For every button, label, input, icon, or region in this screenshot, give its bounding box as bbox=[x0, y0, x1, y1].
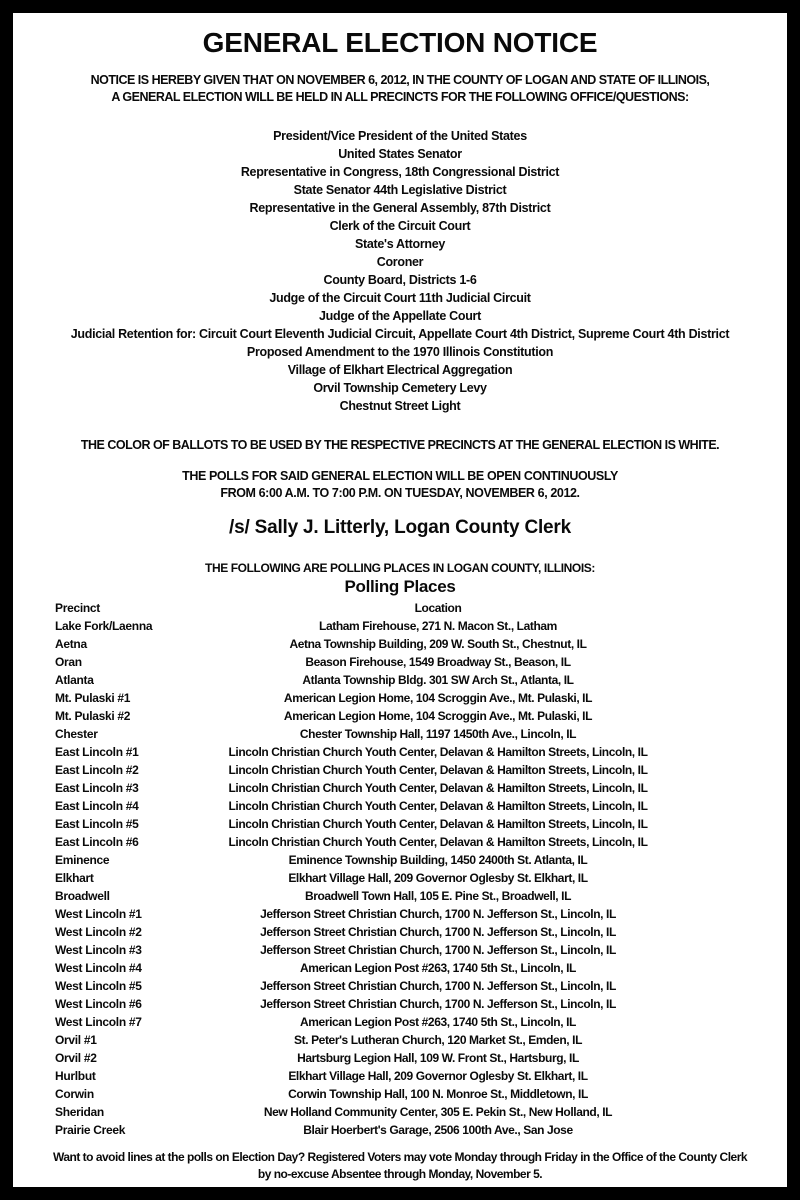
office-item: Judge of the Circuit Court 11th Judicial Circuit bbox=[269, 291, 531, 305]
table-row bbox=[13, 689, 787, 707]
absentee-footer bbox=[13, 1149, 787, 1183]
table-row bbox=[13, 887, 787, 905]
precinct-cell: East Lincoln #2 bbox=[55, 763, 139, 777]
table-row bbox=[13, 941, 787, 959]
location-cell: Latham Firehouse, 271 N. Macon St., Latham bbox=[319, 619, 557, 633]
intro-line-1: NOTICE IS HEREBY GIVEN THAT ON NOVEMBER 6, 2012, IN THE COUNTY OF LOGAN AND STATE OF ILLINOIS, bbox=[90, 73, 710, 87]
polls-hours bbox=[13, 468, 787, 502]
location-cell: Lincoln Christian Church Youth Center, Delavan & Hamilton Streets, Lincoln, IL bbox=[228, 799, 648, 813]
precinct-cell: Aetna bbox=[55, 637, 87, 651]
office-item: Orvil Township Cemetery Levy bbox=[313, 381, 487, 395]
table-row bbox=[13, 869, 787, 887]
precinct-cell: Orvil #2 bbox=[55, 1051, 97, 1065]
office-item: Clerk of the Circuit Court bbox=[329, 219, 471, 233]
table-row bbox=[13, 923, 787, 941]
location-cell: Jefferson Street Christian Church, 1700 N. Jefferson St., Lincoln, IL bbox=[260, 979, 616, 993]
office-item: Representative in Congress, 18th Congressional District bbox=[240, 165, 560, 179]
notice-page bbox=[13, 13, 787, 1187]
location-cell: Lincoln Christian Church Youth Center, Delavan & Hamilton Streets, Lincoln, IL bbox=[228, 781, 648, 795]
precinct-cell: Atlanta bbox=[55, 673, 94, 687]
precinct-cell: Broadwell bbox=[55, 889, 110, 903]
location-cell: Hartsburg Legion Hall, 109 W. Front St., Hartsburg, IL bbox=[297, 1051, 579, 1065]
location-cell: Blair Hoerbert's Garage, 2506 100th Ave., San Jose bbox=[303, 1123, 573, 1137]
location-cell: Eminence Township Building, 1450 2400th St. Atlanta, IL bbox=[288, 853, 588, 867]
location-cell: Beason Firehouse, 1549 Broadway St., Beason, IL bbox=[305, 655, 571, 669]
location-cell: Corwin Township Hall, 100 N. Monroe St., Middletown, IL bbox=[288, 1087, 588, 1101]
location-cell: Jefferson Street Christian Church, 1700 N. Jefferson St., Lincoln, IL bbox=[260, 907, 616, 921]
precinct-cell: Sheridan bbox=[55, 1105, 104, 1119]
footer-line-1: Want to avoid lines at the polls on Election Day? Registered Voters may vote Monday through Friday in the Office of the County Clerk bbox=[52, 1150, 748, 1164]
location-cell: Jefferson Street Christian Church, 1700 N. Jefferson St., Lincoln, IL bbox=[260, 997, 616, 1011]
location-cell: American Legion Post #263, 1740 5th St., Lincoln, IL bbox=[300, 1015, 576, 1029]
table-row bbox=[13, 1031, 787, 1049]
table-row bbox=[13, 779, 787, 797]
office-item: State Senator 44th Legislative District bbox=[293, 183, 507, 197]
office-item: Judicial Retention for: Circuit Court Eleventh Judicial Circuit, Appellate Court 4th District, Supreme Court 4th District bbox=[70, 327, 730, 341]
precinct-cell: Mt. Pulaski #1 bbox=[55, 691, 131, 705]
intro-line-2: A GENERAL ELECTION WILL BE HELD IN ALL PRECINCTS FOR THE FOLLOWING OFFICE/QUESTIONS: bbox=[111, 90, 689, 104]
precinct-cell: West Lincoln #5 bbox=[55, 979, 142, 993]
precinct-cell: Mt. Pulaski #2 bbox=[55, 709, 131, 723]
ballot-color-notice: THE COLOR OF BALLOTS TO BE USED BY THE RESPECTIVE PRECINCTS AT THE GENERAL ELECTION IS WHITE. bbox=[80, 438, 720, 452]
table-row bbox=[13, 833, 787, 851]
table-row bbox=[13, 707, 787, 725]
precinct-cell: West Lincoln #4 bbox=[55, 961, 142, 975]
precinct-cell: East Lincoln #1 bbox=[55, 745, 139, 759]
precinct-cell: West Lincoln #2 bbox=[55, 925, 142, 939]
office-item: Village of Elkhart Electrical Aggregation bbox=[287, 363, 513, 377]
office-item: Representative in the General Assembly, 87th District bbox=[249, 201, 551, 215]
location-cell: Atlanta Township Bldg. 301 SW Arch St., Atlanta, IL bbox=[302, 673, 574, 687]
location-cell: Elkhart Village Hall, 209 Governor Oglesby St. Elkhart, IL bbox=[288, 871, 588, 885]
polling-places-intro: THE FOLLOWING ARE POLLING PLACES IN LOGAN COUNTY, ILLINOIS: bbox=[205, 561, 595, 575]
clerk-signature: /s/ Sally J. Litterly, Logan County Clerk bbox=[229, 517, 571, 538]
table-row bbox=[13, 617, 787, 635]
precinct-cell: Eminence bbox=[55, 853, 110, 867]
polling-places-table bbox=[13, 599, 787, 1139]
table-row bbox=[13, 905, 787, 923]
precinct-cell: East Lincoln #5 bbox=[55, 817, 139, 831]
precinct-cell: Corwin bbox=[55, 1087, 94, 1101]
location-cell: Lincoln Christian Church Youth Center, Delavan & Hamilton Streets, Lincoln, IL bbox=[228, 835, 648, 849]
precinct-cell: Hurlbut bbox=[55, 1069, 96, 1083]
table-header-row bbox=[13, 599, 787, 617]
location-cell: Lincoln Christian Church Youth Center, Delavan & Hamilton Streets, Lincoln, IL bbox=[228, 745, 648, 759]
table-row bbox=[13, 977, 787, 995]
table-body bbox=[13, 617, 787, 1139]
office-item: Proposed Amendment to the 1970 Illinois Constitution bbox=[246, 345, 554, 359]
location-cell: Aetna Township Building, 209 W. South St., Chestnut, IL bbox=[289, 637, 587, 651]
table-row bbox=[13, 797, 787, 815]
table-row bbox=[13, 1085, 787, 1103]
location-cell: Elkhart Village Hall, 209 Governor Oglesby St. Elkhart, IL bbox=[288, 1069, 588, 1083]
office-item: President/Vice President of the United States bbox=[273, 129, 527, 143]
page-title: GENERAL ELECTION NOTICE bbox=[202, 27, 598, 58]
location-cell: Broadwell Town Hall, 105 E. Pine St., Broadwell, IL bbox=[304, 889, 572, 903]
table-row bbox=[13, 1121, 787, 1139]
office-item: State's Attorney bbox=[354, 237, 446, 251]
precinct-cell: West Lincoln #6 bbox=[55, 997, 142, 1011]
precinct-cell: Oran bbox=[55, 655, 82, 669]
table-row bbox=[13, 725, 787, 743]
notice-intro bbox=[13, 72, 787, 106]
precinct-cell: East Lincoln #4 bbox=[55, 799, 139, 813]
precinct-cell: Lake Fork/Laenna bbox=[55, 619, 153, 633]
precinct-cell: West Lincoln #1 bbox=[55, 907, 142, 921]
precinct-cell: Orvil #1 bbox=[55, 1033, 97, 1047]
precinct-cell: Chester bbox=[55, 727, 98, 741]
table-row bbox=[13, 851, 787, 869]
polls-line-1: THE POLLS FOR SAID GENERAL ELECTION WILL BE OPEN CONTINUOUSLY bbox=[182, 469, 618, 483]
table-row bbox=[13, 815, 787, 833]
column-header-precinct: Precinct bbox=[55, 601, 100, 615]
precinct-cell: East Lincoln #3 bbox=[55, 781, 139, 795]
office-item: Chestnut Street Light bbox=[339, 399, 461, 413]
location-cell: Jefferson Street Christian Church, 1700 N. Jefferson St., Lincoln, IL bbox=[260, 943, 616, 957]
table-row bbox=[13, 1067, 787, 1085]
table-row bbox=[13, 653, 787, 671]
table-row bbox=[13, 761, 787, 779]
location-cell: Lincoln Christian Church Youth Center, Delavan & Hamilton Streets, Lincoln, IL bbox=[228, 817, 648, 831]
precinct-cell: Prairie Creek bbox=[55, 1123, 126, 1137]
table-row bbox=[13, 959, 787, 977]
location-cell: American Legion Home, 104 Scroggin Ave., Mt. Pulaski, IL bbox=[283, 709, 593, 723]
table-row bbox=[13, 671, 787, 689]
table-row bbox=[13, 995, 787, 1013]
location-cell: Chester Township Hall, 1197 1450th Ave., Lincoln, IL bbox=[299, 727, 577, 741]
precinct-cell: West Lincoln #7 bbox=[55, 1015, 142, 1029]
office-item: County Board, Districts 1-6 bbox=[323, 273, 477, 287]
precinct-cell: Elkhart bbox=[55, 871, 94, 885]
column-header-location: Location bbox=[414, 601, 462, 615]
office-item: Coroner bbox=[376, 255, 424, 269]
location-cell: American Legion Post #263, 1740 5th St., Lincoln, IL bbox=[300, 961, 576, 975]
polls-line-2: FROM 6:00 A.M. TO 7:00 P.M. ON TUESDAY, NOVEMBER 6, 2012. bbox=[220, 486, 580, 500]
polling-places-title: Polling Places bbox=[344, 577, 456, 596]
table-row bbox=[13, 1103, 787, 1121]
location-cell: St. Peter's Lutheran Church, 120 Market St., Emden, IL bbox=[294, 1033, 582, 1047]
location-cell: Jefferson Street Christian Church, 1700 N. Jefferson St., Lincoln, IL bbox=[260, 925, 616, 939]
precinct-cell: West Lincoln #3 bbox=[55, 943, 142, 957]
footer-line-2: by no-excuse Absentee through Monday, November 5. bbox=[257, 1167, 543, 1181]
table-row bbox=[13, 635, 787, 653]
location-cell: American Legion Home, 104 Scroggin Ave., Mt. Pulaski, IL bbox=[283, 691, 593, 705]
office-item: United States Senator bbox=[338, 147, 462, 161]
table-row bbox=[13, 743, 787, 761]
table-row bbox=[13, 1013, 787, 1031]
office-item: Judge of the Appellate Court bbox=[319, 309, 481, 323]
precinct-cell: East Lincoln #6 bbox=[55, 835, 139, 849]
table-row bbox=[13, 1049, 787, 1067]
location-cell: Lincoln Christian Church Youth Center, Delavan & Hamilton Streets, Lincoln, IL bbox=[228, 763, 648, 777]
location-cell: New Holland Community Center, 305 E. Pekin St., New Holland, IL bbox=[263, 1105, 613, 1119]
office-list bbox=[13, 127, 787, 415]
